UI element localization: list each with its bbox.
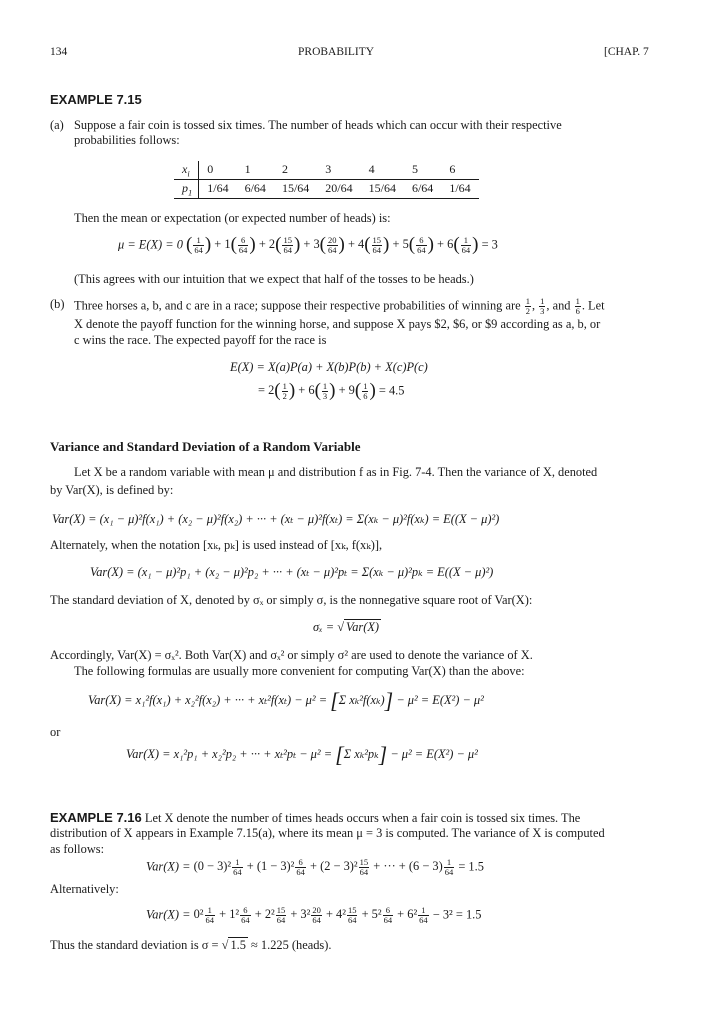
variance-term: + 5² $\frac{6}{64}$ <box>361 905 393 925</box>
example-7-16-title: EXAMPLE 7.16 <box>50 810 142 825</box>
part-b-line-3: c wins the race. The expected payoff for the race is <box>74 333 327 347</box>
prob-c: $\frac{1}{6}$ <box>575 296 580 316</box>
example-7-15-title: EXAMPLE 7.15 <box>50 92 142 107</box>
variance-term: + 2² $\frac{15}{64}$ <box>254 905 286 925</box>
standard-deviation-equation: σₓ = √ Var(X) <box>313 620 380 634</box>
mean-equation: μ = E(X) = 0 ( $\frac{1}{64}$ ) + 1( $\frac{6}{64}$ ) + 2( $\frac{15}{64}$ ) + 3( $\frac{20}{64}$ ) + 4( $\frac{15}{64}$ ) + 5( $\frac{6}{64}$ ) + 6( $\frac{1}{64}$ ) = 3 <box>118 234 498 256</box>
x-value: 4 <box>361 161 404 180</box>
conclusion-line: Thus the standard deviation is σ = √ 1.5 ≈ 1.225 (heads). <box>50 938 332 952</box>
running-title: PROBABILITY <box>298 46 375 58</box>
variance-formula-p: Var(X) = x₁²p₁ + x₂²p₂ + ··· + xₜ²pₜ − μ² = [Σ xₖ²pₖ] − μ² = E(X²) − μ² <box>126 742 478 768</box>
or-text: or <box>50 725 61 739</box>
p-row-label: $p_1$ <box>174 180 199 199</box>
variance-term: + 6² $\frac{1}{64}$ <box>397 905 428 925</box>
mean-term: + 5( $\frac{6}{64}$ ) <box>392 234 434 256</box>
part-a-line-2: probabilities follows: <box>74 133 180 147</box>
standard-deviation-text: The standard deviation of X, denoted by σₓ or simply σ, is the nonnegative square root of Var(X): <box>50 593 533 607</box>
x-value: 1 <box>237 161 274 180</box>
variance-intro-line-1: Let X be a random variable with mean μ and distribution f as in Fig. 7-4. Then the variance of X, denoted <box>74 465 598 479</box>
section-heading: Variance and Standard Deviation of a Random Variable <box>50 439 361 454</box>
accordingly-line-2: The following formulas are usually more convenient for computing Var(X) than the above: <box>74 664 525 678</box>
x-value: 6 <box>441 161 478 180</box>
x-value: 3 <box>317 161 360 180</box>
example-7-16-line-3: as follows: <box>50 842 105 856</box>
x-row-label: $x_i$ <box>174 161 199 180</box>
variance-computation-2: Var(X) = 0² $\frac{1}{64}$ + 1² $\frac{6}{64}$ + 2² $\frac{15}{64}$ + 3² $\frac{20}{64}$ + 4² $\frac{15}{64}$ + 5² $\frac{6}{64}$ + 6² $\frac{1}{64}$ − 3² = 1.5 <box>146 905 482 925</box>
part-b-line-1: Three horses a, b, and c are in a race; suppose their respective probabilities of winning are $\frac{1}{2}$ , $\frac{1}{3}$ , and $\frac{1}{6}$ . Let <box>74 296 605 316</box>
payoff-term: + 9( $\frac{1}{6}$ ) <box>338 380 376 402</box>
mean-term: + 1( $\frac{6}{64}$ ) <box>214 234 256 256</box>
prob-a: $\frac{1}{2}$ <box>525 296 530 316</box>
mean-term: + 2( $\frac{15}{64}$ ) <box>258 234 301 256</box>
alternatively-text: Alternatively: <box>50 882 119 896</box>
distribution-table <box>174 161 479 199</box>
p-value: 1/64 <box>199 180 237 199</box>
mean-term: + 6( $\frac{1}{64}$ ) <box>437 234 479 256</box>
mean-term: + 4( $\frac{15}{64}$ ) <box>347 234 390 256</box>
variance-definition-equation: Var(X) = (x₁ − μ)²f(x₁) + (x₂ − μ)²f(x₂) + ··· + (xₜ − μ)²f(xₜ) = Σ(xₖ − μ)²f(xₖ) = E((X − μ)²) <box>52 512 500 526</box>
payoff-equation-2: = 2( $\frac{1}{2}$ ) + 6( $\frac{1}{3}$ ) + 9( $\frac{1}{6}$ ) = 4.5 <box>258 380 405 402</box>
p-value: 6/64 <box>404 180 441 199</box>
payoff-equation-1: E(X) = X(a)P(a) + X(b)P(b) + X(c)P(c) <box>230 360 428 374</box>
variance-term: 0² $\frac{1}{64}$ <box>193 905 215 925</box>
part-a-label: (a) <box>50 118 64 132</box>
variance-computation-1: Var(X) = (0 − 3)² $\frac{1}{64}$ + (1 − 3)² $\frac{6}{64}$ + (2 − 3)² $\frac{15}{64}$ + ··· + (6 − 3) $\frac{1}{64}$ = 1.5 <box>146 857 484 877</box>
variance-term: + 1² $\frac{6}{64}$ <box>219 905 250 925</box>
prob-b: $\frac{1}{3}$ <box>540 296 545 316</box>
part-b-line-2: X denote the payoff function for the winning horse, and suppose X pays $2, $6, or $9 according as a, b, or <box>74 317 601 331</box>
chapter-label: [CHAP. 7 <box>604 46 649 58</box>
variance-term: + 3² $\frac{20}{64}$ <box>290 905 321 925</box>
part-a-line-1: Suppose a fair coin is tossed six times. The number of heads which can occur with their respective <box>74 118 562 132</box>
payoff-term: = 2( $\frac{1}{2}$ ) <box>258 380 296 402</box>
payoff-term: + 6( $\frac{1}{3}$ ) <box>298 380 336 402</box>
mean-note: (This agrees with our intuition that we expect that half of the tosses to be heads.) <box>74 272 474 286</box>
x-value: 0 <box>199 161 237 180</box>
mean-intro: Then the mean or expectation (or expected number of heads) is: <box>74 211 391 225</box>
mean-term: + 3( $\frac{20}{64}$ ) <box>303 234 345 256</box>
alternate-notation-text: Alternately, when the notation [xₖ, pₖ] is used instead of [xₖ, f(xₖ)], <box>50 538 383 552</box>
variance-term: (0 − 3)² $\frac{1}{64}$ <box>193 857 242 877</box>
x-value: 2 <box>274 161 317 180</box>
example-7-16-line-2: distribution of X appears in Example 7.15(a), where its mean μ = 3 is computed. The variance of X is computed <box>50 826 605 840</box>
p-value: 15/64 <box>361 180 404 199</box>
p-value: 6/64 <box>237 180 274 199</box>
variance-term: + (1 − 3)² $\frac{6}{64}$ <box>246 857 305 877</box>
p-value: 20/64 <box>317 180 360 199</box>
x-value: 5 <box>404 161 441 180</box>
variance-term: + 4² $\frac{15}{64}$ <box>325 905 357 925</box>
variance-pk-equation: Var(X) = (x₁ − μ)²p₁ + (x₂ − μ)²p₂ + ··· + (xₜ − μ)²pₜ = Σ(xₖ − μ)²pₖ = E((X − μ)²) <box>90 565 494 579</box>
example-7-16-line-1: EXAMPLE 7.16 Let X denote the number of times heads occurs when a fair coin is tossed six times. The <box>50 810 581 825</box>
variance-formula-f: Var(X) = x₁²f(x₁) + x₂²f(x₂) + ··· + xₜ²f(xₜ) − μ² = [Σ xₖ²f(xₖ)] − μ² = E(X²) − μ² <box>88 688 484 714</box>
page-number: 134 <box>50 46 68 58</box>
accordingly-line-1: Accordingly, Var(X) = σₓ². Both Var(X) and σₓ² or simply σ² are used to denote the variance of X. <box>50 648 533 662</box>
p-value: 15/64 <box>274 180 317 199</box>
variance-term: + ··· + (6 − 3) $\frac{1}{64}$ <box>373 857 454 877</box>
variance-intro-line-2: by Var(X), is defined by: <box>50 483 174 497</box>
part-b-label: (b) <box>50 297 65 311</box>
p-value: 1/64 <box>441 180 478 199</box>
variance-term: + (2 − 3)² $\frac{15}{64}$ <box>310 857 369 877</box>
mean-term: ( $\frac{1}{64}$ ) <box>186 234 212 256</box>
